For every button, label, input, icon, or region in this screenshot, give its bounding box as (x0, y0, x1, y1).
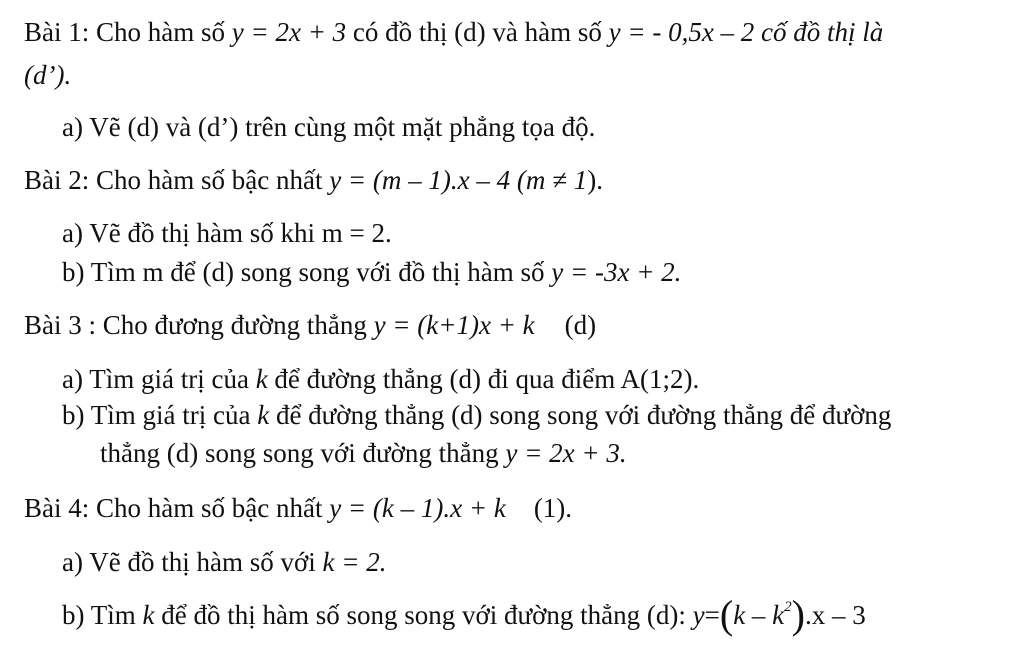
b2-cond: m ≠ 1 (525, 165, 588, 195)
b3-b-prefix: b) Tìm giá trị của (62, 400, 258, 430)
b4-b-minus: – (745, 600, 773, 630)
b2-b (62, 255, 681, 289)
b4-b-lp: ( (719, 592, 734, 637)
b4-b-k1: k (733, 600, 746, 630)
b1-line2: (d’). (24, 60, 72, 90)
b4-line1 (24, 491, 572, 525)
b1-a: a) Vẽ (d) và (d’) trên cùng một mặt phẳng tọa độ. (62, 112, 596, 142)
b4-b-eq1: = (704, 600, 720, 630)
b3-tag: (d) (564, 310, 597, 340)
b3-eq: y = (k+1)x + k (373, 310, 535, 340)
b3-b-k: k (257, 400, 270, 430)
b4-tag: (1). (533, 493, 573, 523)
b4-prefix: Bài 4: Cho hàm số bậc nhất (24, 493, 330, 523)
b3-a (62, 362, 699, 396)
b3-b-line2-prefix: thẳng (d) song song với đường thẳng (100, 438, 506, 468)
b4-b-tail: .x – 3 (804, 600, 866, 630)
b3-b-suffix: để đường thẳng (d) song song với đường thẳng để đường (269, 400, 892, 430)
b4-a (62, 545, 386, 579)
b4-a-eq: k = 2. (322, 547, 387, 577)
b4-eq: y = (k – 1).x + k (329, 493, 506, 523)
b4-b-mid: để đồ thị hàm số song song với đường thẳng (d): (154, 600, 693, 630)
b1-eq2: y = - 0,5x – 2 cố đồ thị là (608, 17, 884, 47)
b2-a: a) Vẽ đồ thị hàm số khi m = 2. (62, 218, 392, 248)
b2-line1 (24, 163, 603, 197)
b1-mid: có đồ thị (d) và hàm số (346, 17, 609, 47)
b2-end: ). (587, 165, 603, 195)
b3-b-line2 (100, 436, 627, 470)
b4-a-prefix: a) Vẽ đồ thị hàm số với (62, 547, 323, 577)
b1-prefix: Bài 1: Cho hàm số (24, 17, 232, 47)
b4-b-k: k (142, 600, 155, 630)
b3-a-prefix: a) Tìm giá trị của (62, 364, 256, 394)
b3-prefix: Bài 3 : Cho đương đường thẳng (24, 310, 374, 340)
b4-b-rp: ) (791, 592, 805, 637)
b4-b-k2: k (772, 600, 785, 630)
b4-b-exp: 2 (784, 599, 792, 615)
b1-eq1: y = 2x + 3 (231, 17, 347, 47)
b4-b (62, 590, 866, 637)
b3-b-line2-eq: y = 2x + 3. (505, 438, 627, 468)
b3-a-suffix: để đường thẳng (d) đi qua điểm A(1;2). (267, 364, 700, 394)
b2-b-eq: y = -3x + 2. (551, 257, 682, 287)
b3-line1 (24, 308, 596, 342)
b2-b-prefix: b) Tìm m để (d) song song với đồ thị hàm số (62, 257, 552, 287)
b2-eq: y = (m – 1).x – 4 ( (329, 165, 526, 195)
b3-b (62, 398, 891, 432)
b4-b-prefix: b) Tìm (62, 600, 143, 630)
b3-a-k: k (255, 364, 268, 394)
b2-prefix: Bài 2: Cho hàm số bậc nhất (24, 165, 330, 195)
b4-b-y: y (692, 600, 705, 630)
b1-line1 (24, 15, 883, 49)
